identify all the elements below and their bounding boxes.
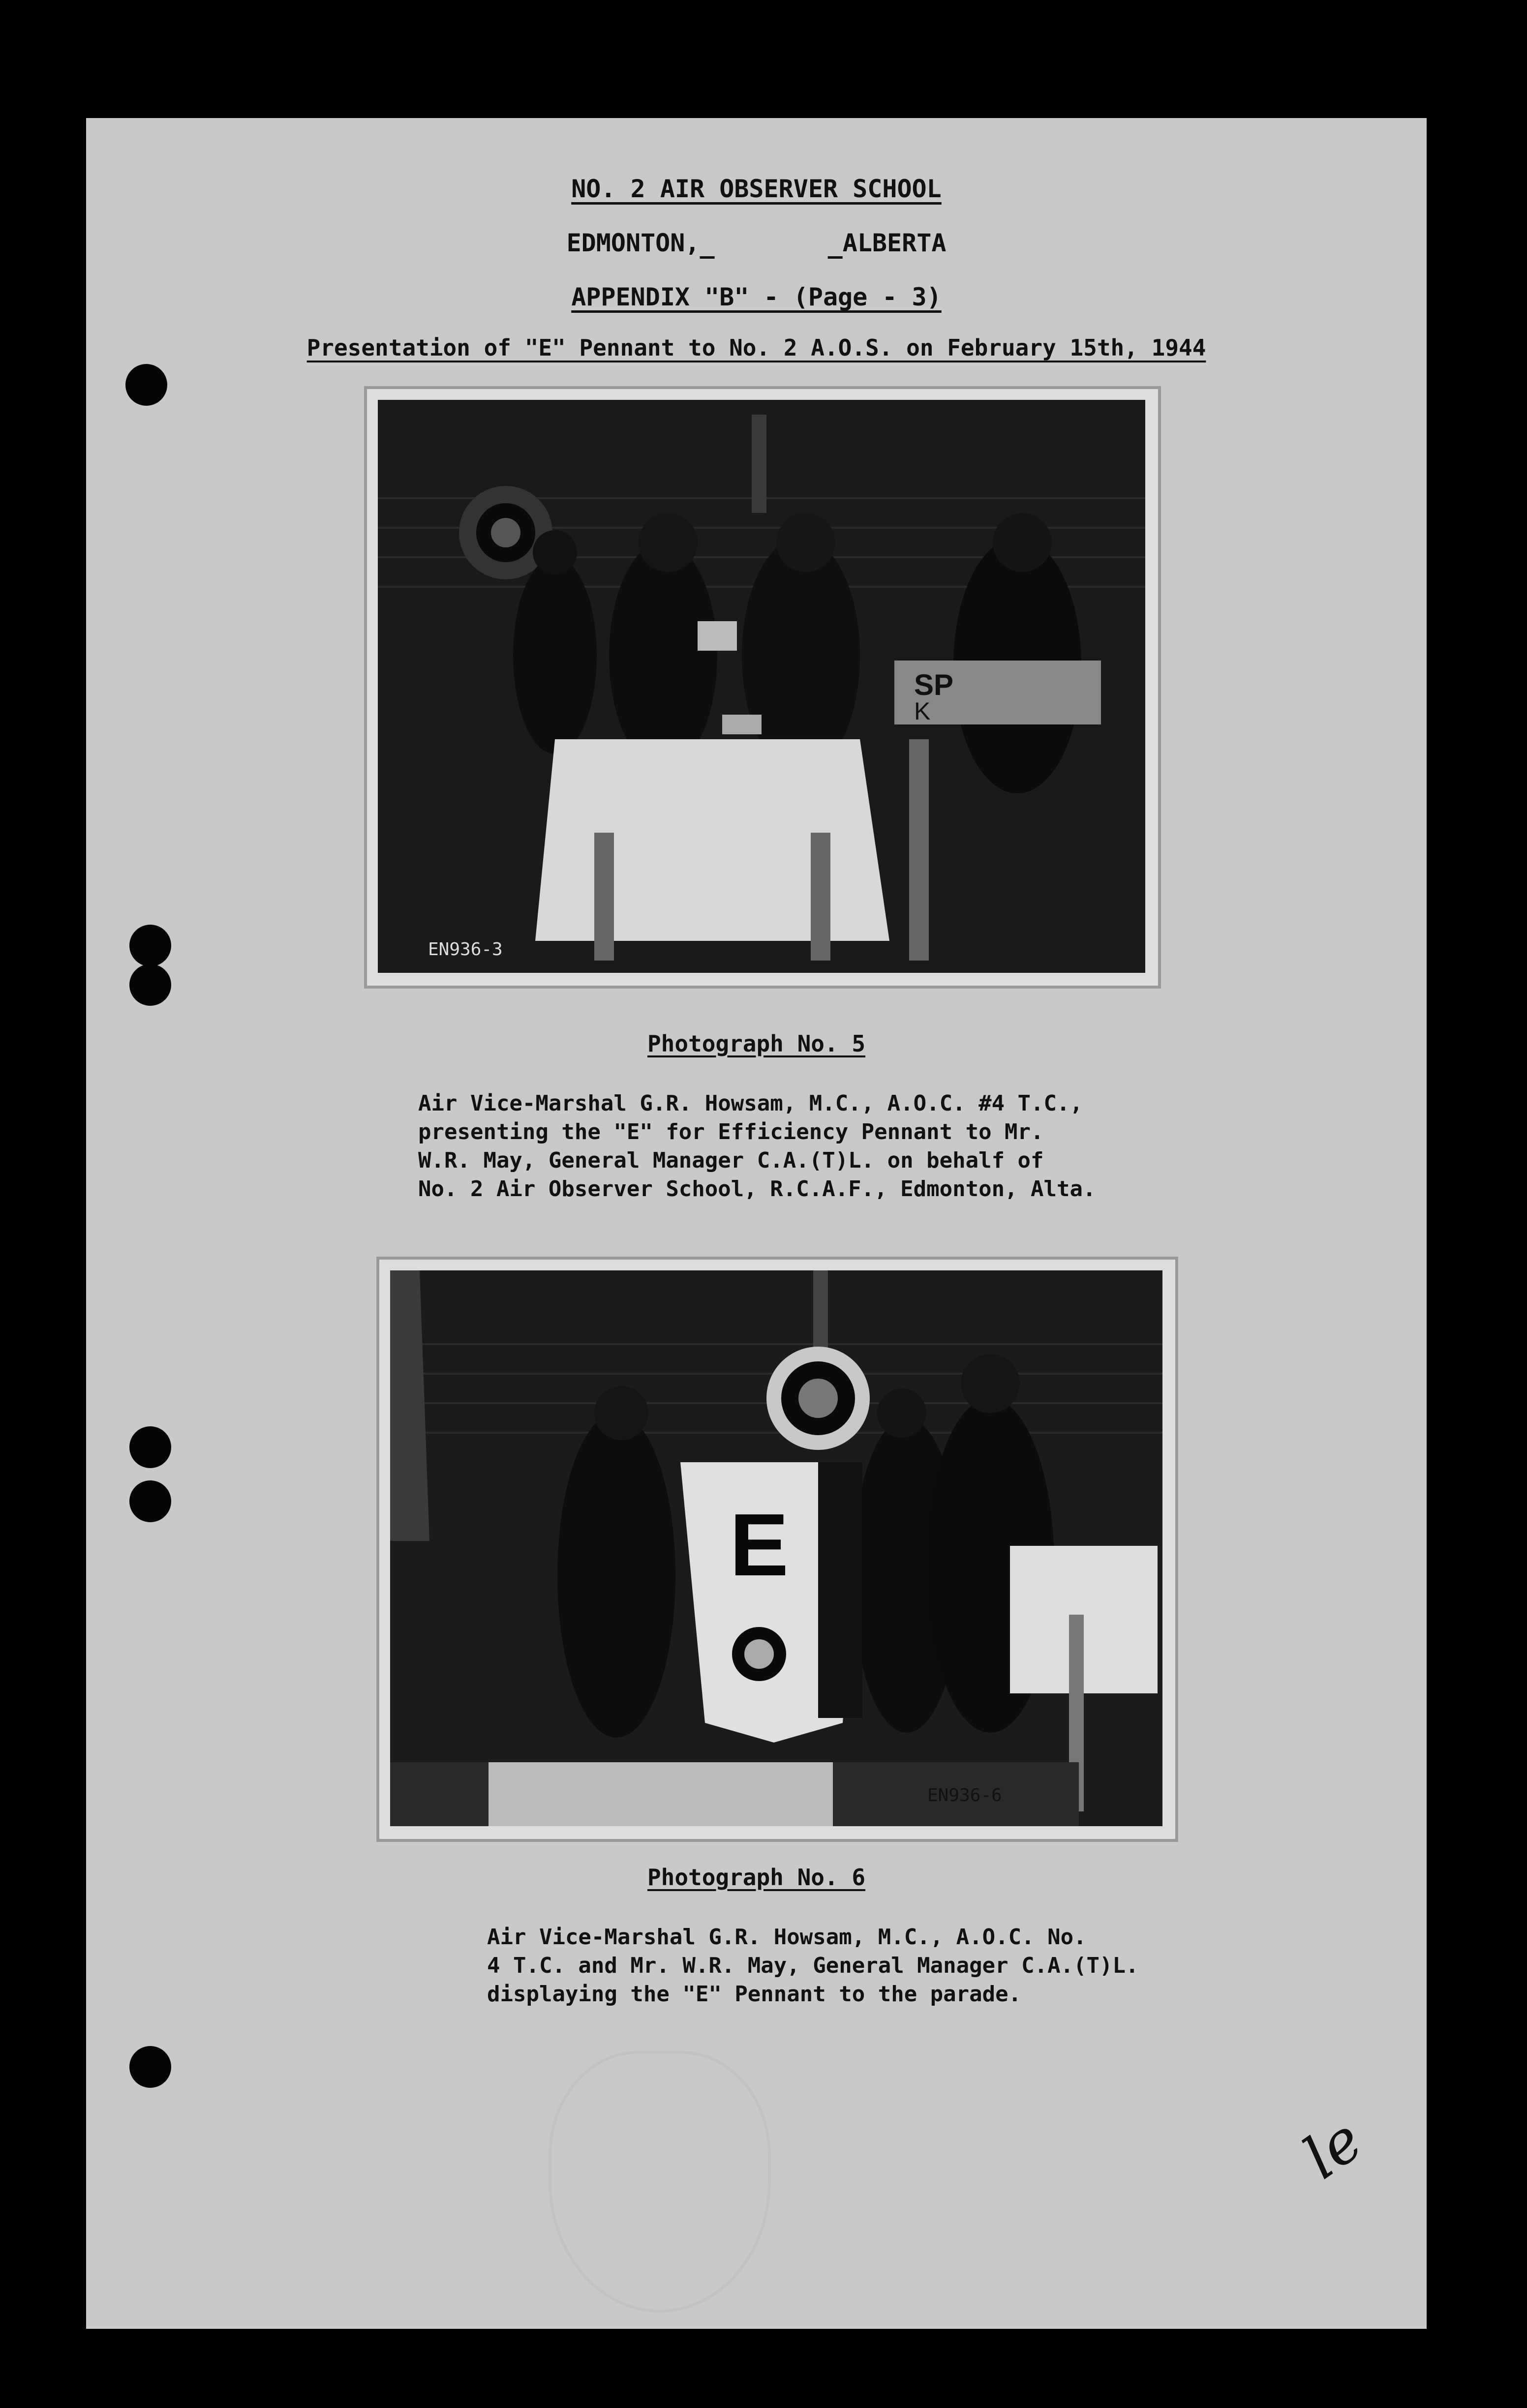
header-presentation: Presentation of "E" Pennant to No. 2 A.O.S. on February 15th, 1944 bbox=[306, 334, 1206, 361]
photo-6-title: Photograph No. 6 bbox=[647, 1864, 866, 1891]
photograph-6 bbox=[376, 1257, 1178, 1842]
header-city: EDMONTON, bbox=[566, 229, 700, 257]
header-appendix: APPENDIX "B" - (Page - 3) bbox=[571, 283, 942, 311]
document-page bbox=[86, 118, 1427, 2329]
faded-stamp bbox=[549, 2051, 771, 2313]
punch-hole bbox=[129, 964, 171, 1006]
photo-6-caption: Air Vice-Marshal G.R. Howsam, M.C., A.O.C. No. 4 T.C. and Mr. W.R. May, General Manager C.A.(T)L. displaying the "E" Pennant to the parade. bbox=[487, 1925, 1139, 2007]
header-province: ALBERTA bbox=[842, 229, 947, 257]
pennant-scene bbox=[390, 1270, 1162, 1826]
photo-image bbox=[390, 1270, 1162, 1826]
photo-image bbox=[378, 400, 1145, 973]
negative-number: EN936-6 bbox=[927, 1785, 1002, 1806]
negative-number: EN936-3 bbox=[428, 939, 503, 960]
sign-text: SP bbox=[914, 668, 954, 701]
sign-text-2: K bbox=[914, 697, 931, 725]
pennant-letter: E bbox=[730, 1496, 789, 1595]
punch-hole bbox=[129, 1426, 171, 1468]
photo-5-title: Photograph No. 5 bbox=[647, 1030, 866, 1057]
punch-hole bbox=[129, 925, 171, 966]
handwritten-signature: le bbox=[1291, 2106, 1375, 2193]
punch-hole bbox=[125, 364, 167, 406]
punch-hole bbox=[129, 2046, 171, 2088]
photograph-5 bbox=[364, 386, 1161, 989]
header-location bbox=[86, 229, 1427, 257]
punch-hole bbox=[129, 1480, 171, 1522]
header-school: NO. 2 AIR OBSERVER SCHOOL bbox=[571, 175, 942, 203]
ceremony-scene bbox=[378, 400, 1145, 973]
photo-5-caption: Air Vice-Marshal G.R. Howsam, M.C., A.O.C. #4 T.C., presenting the "E" for Efficiency Pennant to Mr. W.R. May, General Manager C.A.(T)L. on behalf of No. 2 Air Observer School, R.C.A.F., Edmonton, Alta. bbox=[418, 1091, 1096, 1202]
